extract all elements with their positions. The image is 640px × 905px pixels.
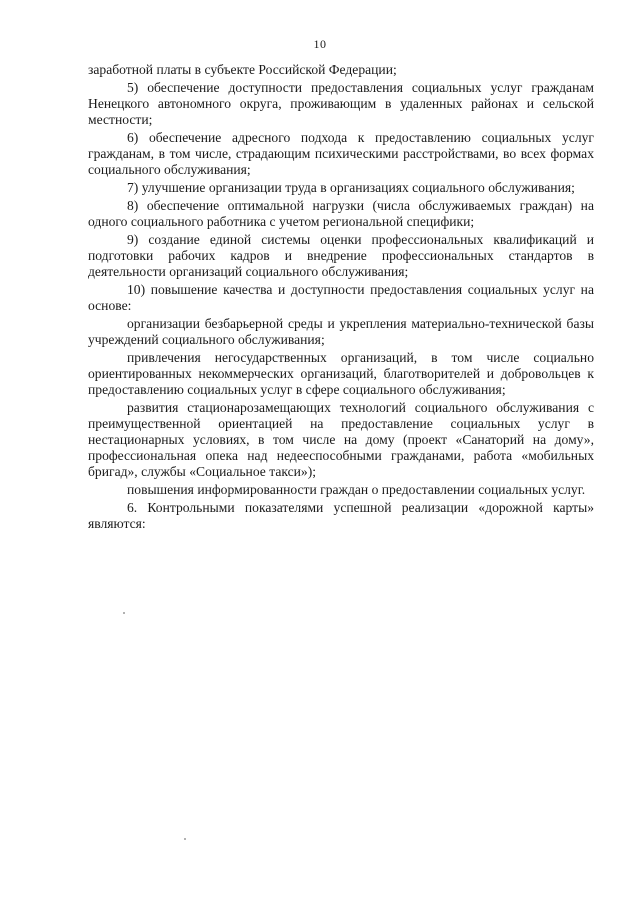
paragraph-7: 10) повышение качества и доступности предоставления социальных услуг на основе: (88, 282, 594, 313)
scan-speck (184, 838, 186, 840)
paragraph-5: 8) обеспечение оптимальной нагрузки (числа обслуживаемых граждан) на одного социального работника с учетом региональной специфики; (88, 198, 594, 229)
paragraph-3: 6) обеспечение адресного подхода к предоставлению социальных услуг гражданам, в том числе, страдающим психическими расстройствами, во всех формах социального обслуживания; (88, 130, 594, 177)
paragraph-10: развития стационарозамещающих технологий социального обслуживания с преимущественной ориентацией на предоставление социальных услуг в нестационарных условиях, в том числе на дому (проект «Санаторий на дому», профессиональная опека над недееспособными гражданами, работа «мобильных бригад», службы «Социальное такси»); (88, 400, 594, 479)
paragraph-12: 6. Контрольными показателями успешной реализации «дорожной карты» являются: (88, 500, 594, 531)
paragraph-6: 9) создание единой системы оценки профессиональных квалификаций и подготовки рабочих кадров и внедрение профессиональных стандартов в деятельности организаций социального обслуживания; (88, 232, 594, 279)
document-body (88, 62, 594, 534)
paragraph-2: 5) обеспечение доступности предоставления социальных услуг гражданам Ненецкого автономного округа, проживающим в удаленных районах и сельской местности; (88, 80, 594, 127)
paragraph-11: повышения информированности граждан о предоставлении социальных услуг. (127, 482, 586, 497)
scan-speck (123, 612, 125, 614)
paragraph-4: 7) улучшение организации труда в организациях социального обслуживания; (127, 180, 575, 195)
page-number: 10 (313, 37, 327, 51)
paragraph-9: привлечения негосударственных организаций, в том числе социально ориентированных некоммерческих организаций, благотворителей и добровольцев к предоставлению социальных услуг в сфере социального обслуживания; (88, 350, 594, 397)
paragraph-8: организации безбарьерной среды и укрепления материально-технической базы учреждений социального обслуживания; (88, 316, 594, 347)
paragraph-1: заработной платы в субъекте Российской Федерации; (88, 62, 397, 77)
